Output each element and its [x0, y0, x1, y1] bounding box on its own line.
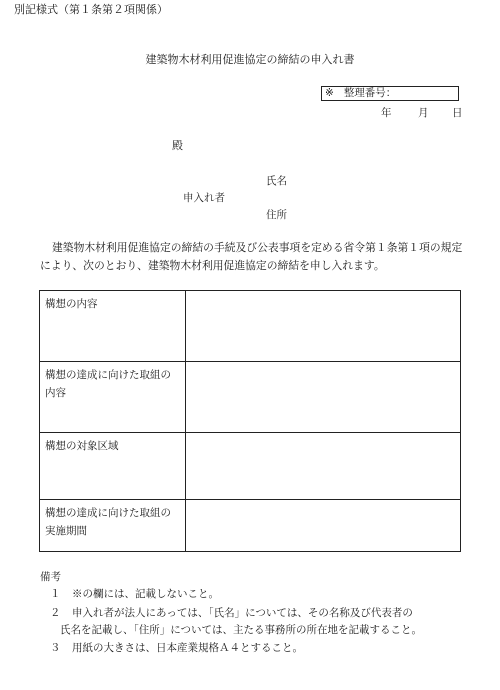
- note-text-continuation: 氏名を記載し、「住所」については、主たる事務所の所在地を記載すること。: [60, 624, 423, 636]
- row-value-plan-measures[interactable]: [186, 362, 461, 433]
- note-text: 用紙の大きさは、日本産業規格Ａ４とすること。: [72, 642, 303, 654]
- note-item: [50, 640, 303, 655]
- table-row: [40, 291, 461, 362]
- row-label-implementation-period: 構想の達成に向けた取組の実施期間: [40, 500, 186, 552]
- date-day-label: 日: [452, 107, 463, 119]
- form-table: [39, 290, 461, 552]
- note-number: １: [50, 588, 61, 600]
- applicant-name-label: 氏名: [266, 175, 287, 187]
- note-item: [50, 586, 219, 601]
- row-value-plan-content[interactable]: [186, 291, 461, 362]
- table-row: [40, 362, 461, 433]
- note-text: ※の欄には、記載しないこと。: [72, 588, 219, 600]
- addressee-suffix: 殿: [172, 139, 183, 152]
- note-number: ２: [50, 607, 61, 619]
- table-row: [40, 433, 461, 500]
- row-value-implementation-period[interactable]: [186, 500, 461, 552]
- row-label-plan-measures: 構想の達成に向けた取組の内容: [40, 362, 186, 433]
- date-month-label: 月: [418, 107, 429, 119]
- row-value-target-area[interactable]: [186, 433, 461, 500]
- document-title: 建築物木材利用促進協定の締結の申入れ書: [145, 53, 355, 66]
- reference-number-box: [321, 86, 459, 101]
- body-text: 建築物木材利用促進協定の締結の手続及び公表事項を定める省令第１条第１項の規定により、次のとおり、建築物木材利用促進協定の締結を申し入れます。: [40, 241, 463, 272]
- notes-title: 備考: [40, 571, 61, 583]
- date-year-label: 年: [381, 107, 392, 119]
- note-text: 申入れ者が法人にあっては、「氏名」については、その名称及び代表者の: [72, 607, 413, 619]
- applicant-label: 申入れ者: [183, 192, 225, 204]
- form-header-label: 別記様式（第１条第２項関係）: [14, 3, 168, 16]
- table-row: [40, 500, 461, 552]
- reference-number-label: 整理番号：: [343, 87, 397, 99]
- note-number: ３: [50, 642, 61, 654]
- applicant-address-label: 住所: [266, 209, 287, 221]
- row-label-plan-content: 構想の内容: [40, 291, 186, 362]
- reference-mark: ※: [325, 87, 334, 99]
- note-item: [50, 605, 413, 620]
- row-label-target-area: 構想の対象区域: [40, 433, 186, 500]
